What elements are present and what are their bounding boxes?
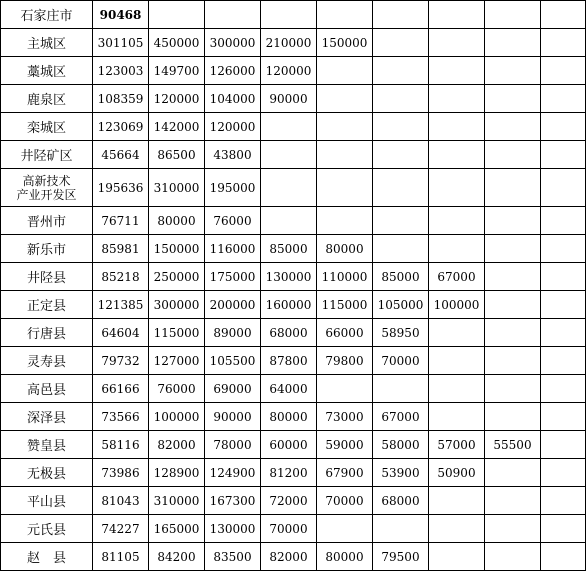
empty-cell xyxy=(205,1,261,29)
value-cell xyxy=(485,57,541,85)
district-name-cell: 井陉县 xyxy=(1,263,93,291)
baseline-value-cell: 66166 xyxy=(93,375,149,403)
value-cell: 80000 xyxy=(149,207,205,235)
value-cell xyxy=(429,85,485,113)
value-cell: 68000 xyxy=(373,487,429,515)
empty-cell xyxy=(485,1,541,29)
table-row xyxy=(1,169,586,207)
value-cell xyxy=(541,319,586,347)
table-row xyxy=(1,263,586,291)
value-cell xyxy=(485,291,541,319)
value-cell: 67000 xyxy=(429,263,485,291)
value-cell: 80000 xyxy=(261,403,317,431)
empty-cell xyxy=(429,1,485,29)
value-cell xyxy=(429,141,485,169)
value-cell: 70000 xyxy=(261,515,317,543)
baseline-value-cell: 58116 xyxy=(93,431,149,459)
value-cell xyxy=(373,515,429,543)
table-row xyxy=(1,235,586,263)
baseline-value-cell: 123069 xyxy=(93,113,149,141)
district-name-cell: 鹿泉区 xyxy=(1,85,93,113)
value-cell xyxy=(429,235,485,263)
value-cell: 82000 xyxy=(149,431,205,459)
baseline-value-cell: 108359 xyxy=(93,85,149,113)
value-cell xyxy=(373,169,429,207)
value-cell xyxy=(485,543,541,571)
baseline-value-cell: 121385 xyxy=(93,291,149,319)
baseline-value-cell: 73566 xyxy=(93,403,149,431)
baseline-value-cell: 81105 xyxy=(93,543,149,571)
table-row xyxy=(1,113,586,141)
value-cell: 76000 xyxy=(149,375,205,403)
value-cell xyxy=(485,29,541,57)
empty-cell xyxy=(541,1,586,29)
value-cell: 310000 xyxy=(149,169,205,207)
value-cell: 79500 xyxy=(373,543,429,571)
value-cell xyxy=(485,207,541,235)
value-cell: 85000 xyxy=(261,235,317,263)
header-row xyxy=(1,1,586,29)
district-name-cell: 平山县 xyxy=(1,487,93,515)
value-cell: 50900 xyxy=(429,459,485,487)
value-cell: 80000 xyxy=(317,543,373,571)
value-cell: 100000 xyxy=(429,291,485,319)
value-cell: 130000 xyxy=(261,263,317,291)
value-cell xyxy=(541,169,586,207)
district-name-cell: 元氏县 xyxy=(1,515,93,543)
value-cell xyxy=(373,29,429,57)
value-cell: 87800 xyxy=(261,347,317,375)
value-cell: 310000 xyxy=(149,487,205,515)
value-cell: 128900 xyxy=(149,459,205,487)
value-cell xyxy=(485,235,541,263)
baseline-value-cell: 195636 xyxy=(93,169,149,207)
value-cell xyxy=(373,141,429,169)
table-row xyxy=(1,403,586,431)
value-cell xyxy=(541,459,586,487)
value-cell: 116000 xyxy=(205,235,261,263)
value-cell xyxy=(541,375,586,403)
value-cell xyxy=(541,543,586,571)
value-cell xyxy=(541,347,586,375)
value-cell xyxy=(485,459,541,487)
value-cell: 67900 xyxy=(317,459,373,487)
value-cell: 55500 xyxy=(485,431,541,459)
value-cell: 175000 xyxy=(205,263,261,291)
value-cell xyxy=(261,141,317,169)
value-cell xyxy=(541,431,586,459)
value-cell: 210000 xyxy=(261,29,317,57)
value-cell xyxy=(317,85,373,113)
value-cell: 110000 xyxy=(317,263,373,291)
value-cell xyxy=(373,375,429,403)
table-row xyxy=(1,515,586,543)
value-cell xyxy=(317,141,373,169)
value-cell xyxy=(373,85,429,113)
district-name-cell: 井陉矿区 xyxy=(1,141,93,169)
value-cell: 90000 xyxy=(261,85,317,113)
value-cell xyxy=(541,487,586,515)
district-name-cell: 藁城区 xyxy=(1,57,93,85)
value-cell: 200000 xyxy=(205,291,261,319)
table-row xyxy=(1,487,586,515)
value-cell xyxy=(541,235,586,263)
value-cell xyxy=(317,113,373,141)
value-cell xyxy=(261,113,317,141)
value-cell xyxy=(373,57,429,85)
table-row xyxy=(1,459,586,487)
baseline-value-cell: 64604 xyxy=(93,319,149,347)
value-cell xyxy=(485,403,541,431)
table-row xyxy=(1,207,586,235)
baseline-value-cell: 81043 xyxy=(93,487,149,515)
empty-cell xyxy=(373,1,429,29)
district-name-cell: 行唐县 xyxy=(1,319,93,347)
value-cell: 58000 xyxy=(373,431,429,459)
district-name-cell: 高新技术 产业开发区 xyxy=(1,169,93,207)
empty-cell xyxy=(261,1,317,29)
table-row xyxy=(1,431,586,459)
value-cell xyxy=(541,85,586,113)
value-cell: 64000 xyxy=(261,375,317,403)
value-cell xyxy=(429,29,485,57)
value-cell: 69000 xyxy=(205,375,261,403)
value-cell xyxy=(541,291,586,319)
value-cell: 149700 xyxy=(149,57,205,85)
value-cell: 124900 xyxy=(205,459,261,487)
value-cell: 70000 xyxy=(373,347,429,375)
table-row xyxy=(1,347,586,375)
baseline-value-cell: 301105 xyxy=(93,29,149,57)
baseline-value-cell: 45664 xyxy=(93,141,149,169)
value-cell: 195000 xyxy=(205,169,261,207)
value-cell: 115000 xyxy=(317,291,373,319)
value-cell: 70000 xyxy=(317,487,373,515)
value-cell xyxy=(429,169,485,207)
value-cell: 68000 xyxy=(261,319,317,347)
value-cell: 76000 xyxy=(205,207,261,235)
value-cell xyxy=(485,487,541,515)
table-row xyxy=(1,57,586,85)
table-row xyxy=(1,375,586,403)
district-name-cell: 深泽县 xyxy=(1,403,93,431)
value-cell: 130000 xyxy=(205,515,261,543)
value-cell: 89000 xyxy=(205,319,261,347)
value-cell: 150000 xyxy=(149,235,205,263)
value-cell: 82000 xyxy=(261,543,317,571)
city-value-cell: 90468 xyxy=(93,1,149,29)
district-name-cell: 栾城区 xyxy=(1,113,93,141)
value-cell: 72000 xyxy=(261,487,317,515)
value-cell: 66000 xyxy=(317,319,373,347)
value-cell: 105000 xyxy=(373,291,429,319)
value-cell xyxy=(429,207,485,235)
value-cell: 120000 xyxy=(149,85,205,113)
district-name-cell: 主城区 xyxy=(1,29,93,57)
value-cell xyxy=(485,263,541,291)
value-cell xyxy=(541,263,586,291)
value-cell: 142000 xyxy=(149,113,205,141)
value-cell: 115000 xyxy=(149,319,205,347)
value-cell xyxy=(485,515,541,543)
value-cell: 59000 xyxy=(317,431,373,459)
value-cell: 73000 xyxy=(317,403,373,431)
value-cell xyxy=(317,57,373,85)
value-cell xyxy=(541,515,586,543)
value-cell xyxy=(541,29,586,57)
empty-cell xyxy=(317,1,373,29)
city-name-cell: 石家庄市 xyxy=(1,1,93,29)
value-cell: 86500 xyxy=(149,141,205,169)
value-cell xyxy=(429,515,485,543)
value-cell: 78000 xyxy=(205,431,261,459)
value-cell: 84200 xyxy=(149,543,205,571)
value-cell xyxy=(429,319,485,347)
value-cell: 43800 xyxy=(205,141,261,169)
district-name-cell: 晋州市 xyxy=(1,207,93,235)
value-cell xyxy=(373,207,429,235)
district-name-cell: 灵寿县 xyxy=(1,347,93,375)
value-cell: 79800 xyxy=(317,347,373,375)
value-cell xyxy=(317,169,373,207)
value-cell: 150000 xyxy=(317,29,373,57)
value-cell xyxy=(261,207,317,235)
baseline-value-cell: 85218 xyxy=(93,263,149,291)
value-cell xyxy=(485,169,541,207)
value-cell xyxy=(429,403,485,431)
baseline-value-cell: 74227 xyxy=(93,515,149,543)
table-row xyxy=(1,543,586,571)
value-cell xyxy=(541,403,586,431)
value-cell: 167300 xyxy=(205,487,261,515)
value-cell: 127000 xyxy=(149,347,205,375)
value-cell: 57000 xyxy=(429,431,485,459)
district-name-cell: 赵 县 xyxy=(1,543,93,571)
baseline-value-cell: 123003 xyxy=(93,57,149,85)
value-cell: 105500 xyxy=(205,347,261,375)
value-cell xyxy=(261,169,317,207)
value-cell: 100000 xyxy=(149,403,205,431)
table-row xyxy=(1,29,586,57)
value-cell: 120000 xyxy=(205,113,261,141)
district-name-cell: 赞皇县 xyxy=(1,431,93,459)
value-cell xyxy=(429,57,485,85)
baseline-value-cell: 79732 xyxy=(93,347,149,375)
value-cell: 81200 xyxy=(261,459,317,487)
value-cell: 126000 xyxy=(205,57,261,85)
value-cell: 90000 xyxy=(205,403,261,431)
value-cell: 53900 xyxy=(373,459,429,487)
value-cell: 80000 xyxy=(317,235,373,263)
value-cell: 120000 xyxy=(261,57,317,85)
district-name-cell: 正定县 xyxy=(1,291,93,319)
value-cell: 60000 xyxy=(261,431,317,459)
value-cell xyxy=(485,375,541,403)
value-cell xyxy=(541,141,586,169)
value-cell: 104000 xyxy=(205,85,261,113)
value-cell: 450000 xyxy=(149,29,205,57)
value-cell: 85000 xyxy=(373,263,429,291)
table-row xyxy=(1,141,586,169)
value-cell xyxy=(485,141,541,169)
value-cell xyxy=(485,319,541,347)
value-cell xyxy=(541,113,586,141)
value-cell xyxy=(485,347,541,375)
baseline-value-cell: 73986 xyxy=(93,459,149,487)
district-name-cell: 新乐市 xyxy=(1,235,93,263)
value-cell xyxy=(429,347,485,375)
value-cell: 67000 xyxy=(373,403,429,431)
value-cell xyxy=(429,375,485,403)
value-cell: 58950 xyxy=(373,319,429,347)
value-cell: 300000 xyxy=(149,291,205,319)
value-cell: 250000 xyxy=(149,263,205,291)
value-cell: 83500 xyxy=(205,543,261,571)
baseline-value-cell: 76711 xyxy=(93,207,149,235)
value-cell xyxy=(541,207,586,235)
value-cell xyxy=(317,207,373,235)
value-cell xyxy=(317,515,373,543)
value-cell xyxy=(429,113,485,141)
baseline-value-cell: 85981 xyxy=(93,235,149,263)
table-row xyxy=(1,85,586,113)
value-cell xyxy=(373,113,429,141)
value-cell xyxy=(429,487,485,515)
value-cell xyxy=(485,113,541,141)
table-row xyxy=(1,319,586,347)
empty-cell xyxy=(149,1,205,29)
table-row xyxy=(1,291,586,319)
value-cell xyxy=(541,57,586,85)
value-cell xyxy=(485,85,541,113)
value-cell: 165000 xyxy=(149,515,205,543)
district-name-cell: 无极县 xyxy=(1,459,93,487)
value-cell xyxy=(317,375,373,403)
value-cell: 160000 xyxy=(261,291,317,319)
value-cell xyxy=(373,235,429,263)
value-cell: 300000 xyxy=(205,29,261,57)
value-cell xyxy=(429,543,485,571)
district-name-cell: 高邑县 xyxy=(1,375,93,403)
